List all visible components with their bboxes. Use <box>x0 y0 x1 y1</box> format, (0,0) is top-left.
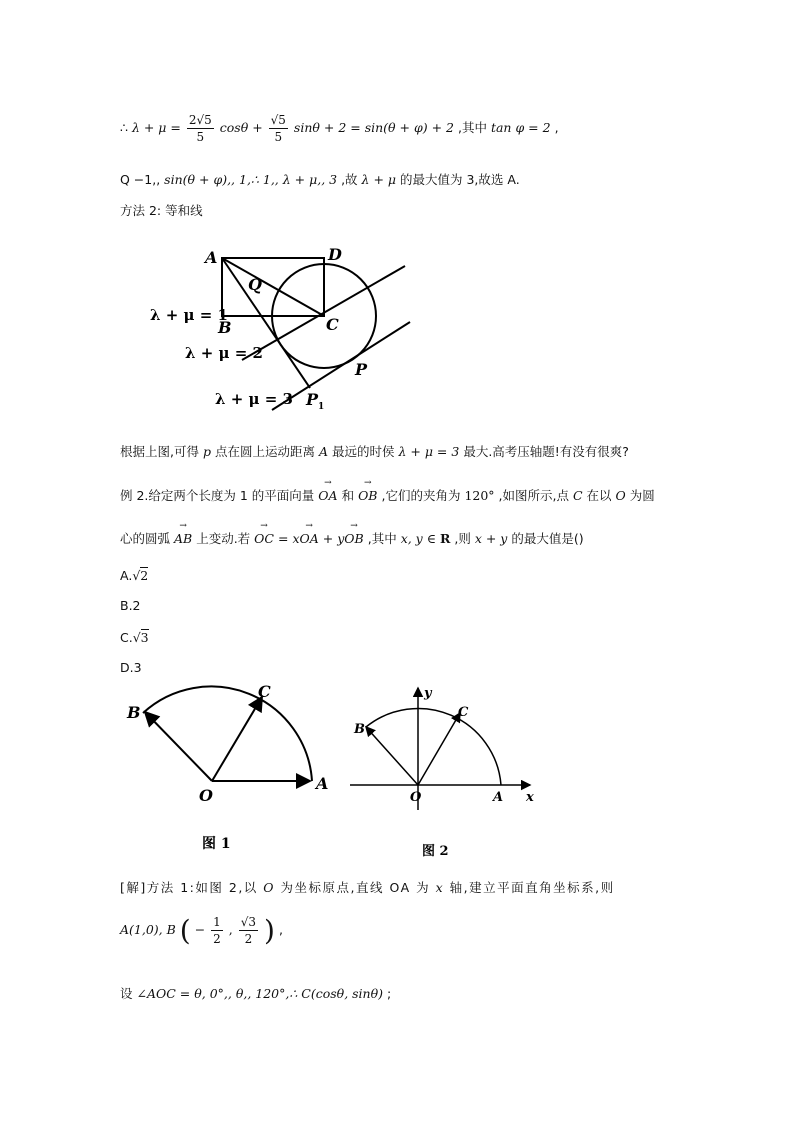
label-sum-3: λ + μ = 3 <box>215 390 293 408</box>
eq2-expr2: λ + μ <box>361 172 397 187</box>
option-b: B.2 <box>120 598 141 613</box>
fig2-label-y: y <box>424 686 432 701</box>
fraction-1-over-2: $\frac{1}{2}$ <box>213 915 221 946</box>
option-c: C.√3 <box>120 630 149 645</box>
eq1-sin: sinθ + 2 = sin(θ + φ) + 2 <box>293 120 454 135</box>
example2-line-1: 例 2.给定两个长度为 1 的平面向量 → OA 和 → OB ,它们的夹角为 120° ,如图所示,点 C 在以 O 为圆 <box>120 486 655 504</box>
arc-ab-fig2 <box>366 708 501 785</box>
fig1-label-a: A <box>316 774 329 793</box>
fraction-2sqrt5-over-5: $\frac{2√5}{5}$ <box>188 113 212 144</box>
fig2-label-x: x <box>526 790 534 805</box>
fig1-caption: 图 1 <box>202 836 231 852</box>
fig2-label-c: C <box>458 705 469 720</box>
fraction-sqrt5-over-5: $\frac{√5}{5}$ <box>270 113 286 144</box>
label-d: D <box>328 245 342 264</box>
example2-line-2: 心的圆弧 → AB 上变动.若 → OC = x→ OA + y→ OB ,其中 x, y ∈ R ,则 x + y 的最大值是() <box>120 529 584 547</box>
coordinates-line: A(1,0), B ( − $\frac{1}{2}$ , $\frac{√3}{2}$ ) , <box>120 914 283 947</box>
vector-oc-fig1 <box>212 697 262 781</box>
eq1-tan: tan φ = 2 <box>490 120 551 135</box>
eq2-mid: sin(θ + φ),, 1,∴ 1,, <box>164 172 279 187</box>
label-sum-2: λ + μ = 2 <box>185 344 263 362</box>
label-p1: $P_1$ <box>306 390 325 412</box>
eq2-text2: 的最大值为 3,故选 A. <box>400 172 520 187</box>
equation-line-2 <box>120 170 520 188</box>
fraction-sqrt3-over-2: $\frac{√3}{2}$ <box>240 915 257 946</box>
eq1-where: ,其中 <box>457 120 487 135</box>
eq2-q: Q −1,, <box>120 172 161 187</box>
fig2-label-a: A <box>493 790 504 805</box>
eq1-cos: cosθ + <box>219 120 263 135</box>
vector-ob-fig1 <box>145 712 212 781</box>
label-q: Q <box>248 275 262 294</box>
option-a: A.√2 <box>120 568 149 583</box>
fig2-label-o: O <box>410 790 422 805</box>
angle-line: 设 ∠AOC = θ, 0°,, θ,, 120°,∴ C(cosθ, sinθ) ; <box>120 986 392 1001</box>
eq1-lhs: λ + μ = <box>131 120 181 135</box>
fig1-label-o: O <box>199 786 213 805</box>
fig2-caption: 图 2 <box>422 844 449 859</box>
vector-ob-fig2 <box>366 727 418 785</box>
label-sum-1: λ + μ = 1 <box>150 306 228 324</box>
fig1-label-c: C <box>258 682 271 701</box>
arc-ab-fig1 <box>143 686 312 781</box>
label-c: C <box>326 315 339 334</box>
fig2-label-b: B <box>354 722 365 737</box>
label-b: B <box>218 318 232 337</box>
eq2-expr: λ + μ,, 3 <box>282 172 338 187</box>
figure-1 <box>120 680 340 860</box>
eq1-end: , <box>554 120 559 135</box>
fig1-label-b: B <box>127 703 141 722</box>
vector-ob: → OB <box>358 488 377 503</box>
arc-ab: → AB <box>174 531 192 546</box>
iso-sum-line-figure <box>140 238 420 418</box>
line-a-p1 <box>222 258 310 388</box>
therefore-symbol: ∴ <box>120 120 128 135</box>
figure-2 <box>345 680 545 860</box>
method2-title: 方法 2: 等和线 <box>120 203 203 218</box>
label-p: P <box>355 360 368 379</box>
vector-oc-fig2 <box>418 713 460 785</box>
eq2-text1: ,故 <box>341 172 358 187</box>
vector-oa: → OA <box>318 488 337 503</box>
label-a: A <box>205 248 218 267</box>
vector-oc: → OC <box>254 531 274 546</box>
option-d: D.3 <box>120 660 142 675</box>
solution-line-1: [解]方法 1:如图 2,以 O 为坐标原点,直线 OA 为 x 轴,建立平面直角坐标系,则 <box>120 880 615 895</box>
equation-line-1 <box>120 112 559 145</box>
paragraph-conclusion: 根据上图,可得 p 点在圆上运动距离 A 最远的时侯 λ + μ = 3 最大.高考压轴题!有没有很爽? <box>120 444 629 459</box>
